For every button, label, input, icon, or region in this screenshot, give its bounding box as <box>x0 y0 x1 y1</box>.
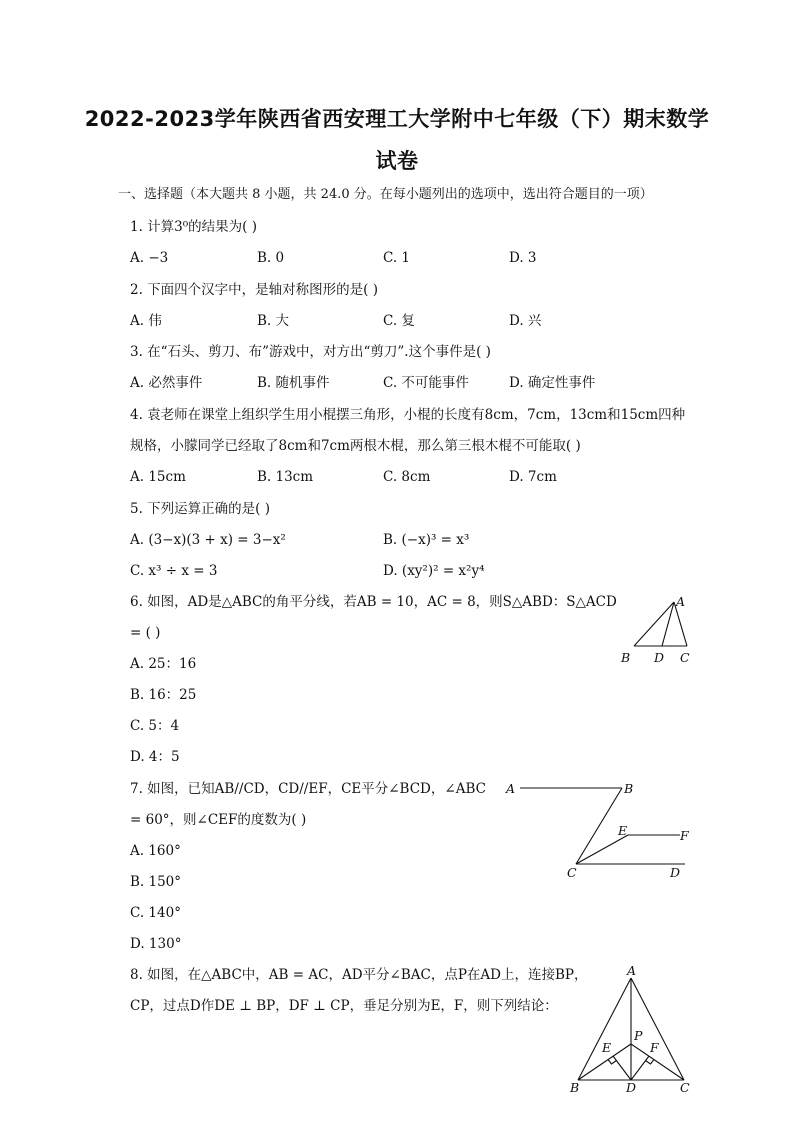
q7-option-c: C. 140° <box>130 905 181 921</box>
q4-option-a: A. 15cm <box>130 469 186 485</box>
q3-option-d: D. 确定性事件 <box>509 375 596 391</box>
q8-label-b: B <box>570 1080 580 1095</box>
q8-label-f: F <box>650 1040 659 1055</box>
q8-label-a: A <box>627 963 637 978</box>
q3-option-a: A. 必然事件 <box>130 375 203 391</box>
q8-triangle-figure <box>562 962 702 1096</box>
question-6-line1: 6. 如图，AD是△ABC的角平分线，若AB = 10，AC = 8，则S△ABD：S△ACD <box>130 594 617 610</box>
q1-option-c: C. 1 <box>383 250 411 266</box>
q6-label-a: A <box>676 594 686 609</box>
q1-option-d: D. 3 <box>509 250 537 266</box>
q2-option-b: B. 大 <box>257 313 290 329</box>
q6-option-d: D. 4：5 <box>130 749 180 765</box>
q2-option-d: D. 兴 <box>509 313 542 329</box>
q8-perpendicular-df <box>631 1056 649 1080</box>
q8-label-p: P <box>634 1028 643 1043</box>
q7-option-d: D. 130° <box>130 936 182 952</box>
q4-option-b: B. 13cm <box>257 469 314 485</box>
q7-label-f: F <box>680 828 689 843</box>
q7-label-d: D <box>670 865 681 880</box>
q6-label-d: D <box>654 650 665 665</box>
q6-option-b: B. 16：25 <box>130 687 197 703</box>
q3-option-c: C. 不可能事件 <box>383 375 469 391</box>
q8-label-d: D <box>626 1080 637 1095</box>
q6-label-b: B <box>621 650 631 665</box>
q7-label-b: B <box>624 781 634 796</box>
question-8-line2: CP，过点D作DE ⊥ BP，DF ⊥ CP，垂足分别为E，F，则下列结论： <box>130 998 558 1014</box>
q8-label-e: E <box>602 1040 612 1055</box>
q7-line-bc <box>576 788 622 864</box>
question-6-line2: = ( ) <box>130 625 161 641</box>
question-7-line1: 7. 如图，已知AB//CD，CD//EF，CE平分∠BCD，∠ABC <box>130 781 486 797</box>
q7-option-a: A. 160° <box>130 843 181 859</box>
q5-option-b: B. (−x)³ = x³ <box>383 532 470 548</box>
q7-option-b: B. 150° <box>130 874 182 890</box>
question-1: 1. 计算3⁰的结果为( ) <box>130 219 257 235</box>
q8-right-angle-f <box>646 1060 655 1065</box>
section-heading: 一、选择题（本大题共 8 小题，共 24.0 分。在每小题列出的选项中，选出符合题目的一项） <box>118 187 653 202</box>
q7-label-c: C <box>567 865 577 880</box>
q6-option-a: A. 25：16 <box>130 656 197 672</box>
question-2: 2. 下面四个汉字中，是轴对称图形的是( ) <box>130 282 378 298</box>
q7-label-a: A <box>506 781 516 796</box>
q5-option-c: C. x³ ÷ x = 3 <box>130 563 218 579</box>
q2-option-c: C. 复 <box>383 313 415 329</box>
q8-side-ab <box>578 978 631 1080</box>
question-4-line1: 4. 袁老师在课堂上组织学生用小棍摆三角形，小棍的长度有8cm，7cm，13cm和15cm四种 <box>130 407 686 423</box>
q7-parallel-lines-figure <box>500 776 700 884</box>
q6-triangle-figure <box>612 592 702 672</box>
question-5: 5. 下列运算正确的是( ) <box>130 501 270 517</box>
q1-option-a: A. −3 <box>130 250 169 266</box>
q6-option-c: C. 5：4 <box>130 718 180 734</box>
question-3: 3. 在“石头、剪刀、布”游戏中，对方出“剪刀”.这个事件是( ) <box>130 344 491 360</box>
question-8-line1: 8. 如图，在△ABC中，AB = AC，AD平分∠BAC，点P在AD上，连接BP， <box>130 967 588 983</box>
question-7-line2: = 60°，则∠CEF的度数为( ) <box>130 812 307 828</box>
q4-option-c: C. 8cm <box>383 469 431 485</box>
q5-option-d: D. (xy²)² = x²y⁴ <box>383 563 485 579</box>
q5-option-a: A. (3−x)(3 + x) = 3−x² <box>130 532 286 548</box>
question-4-line2: 规格，小朦同学已经取了8cm和7cm两根木棍，那么第三根木棍不可能取( ) <box>130 438 581 454</box>
q1-option-b: B. 0 <box>257 250 285 266</box>
exam-title-line1: 2022-2023学年陕西省西安理工大学附中七年级（下）期末数学 <box>84 107 710 131</box>
q2-option-a: A. 伟 <box>130 313 162 329</box>
exam-title-line2: 试卷 <box>375 149 419 173</box>
q8-perpendicular-de <box>613 1056 631 1080</box>
q8-label-c: C <box>680 1080 690 1095</box>
q4-option-d: D. 7cm <box>509 469 557 485</box>
q6-label-c: C <box>680 650 690 665</box>
q3-option-b: B. 随机事件 <box>257 375 330 391</box>
q8-right-angle-e <box>608 1060 617 1065</box>
q7-line-ce <box>576 835 628 864</box>
q7-label-e: E <box>618 823 628 838</box>
